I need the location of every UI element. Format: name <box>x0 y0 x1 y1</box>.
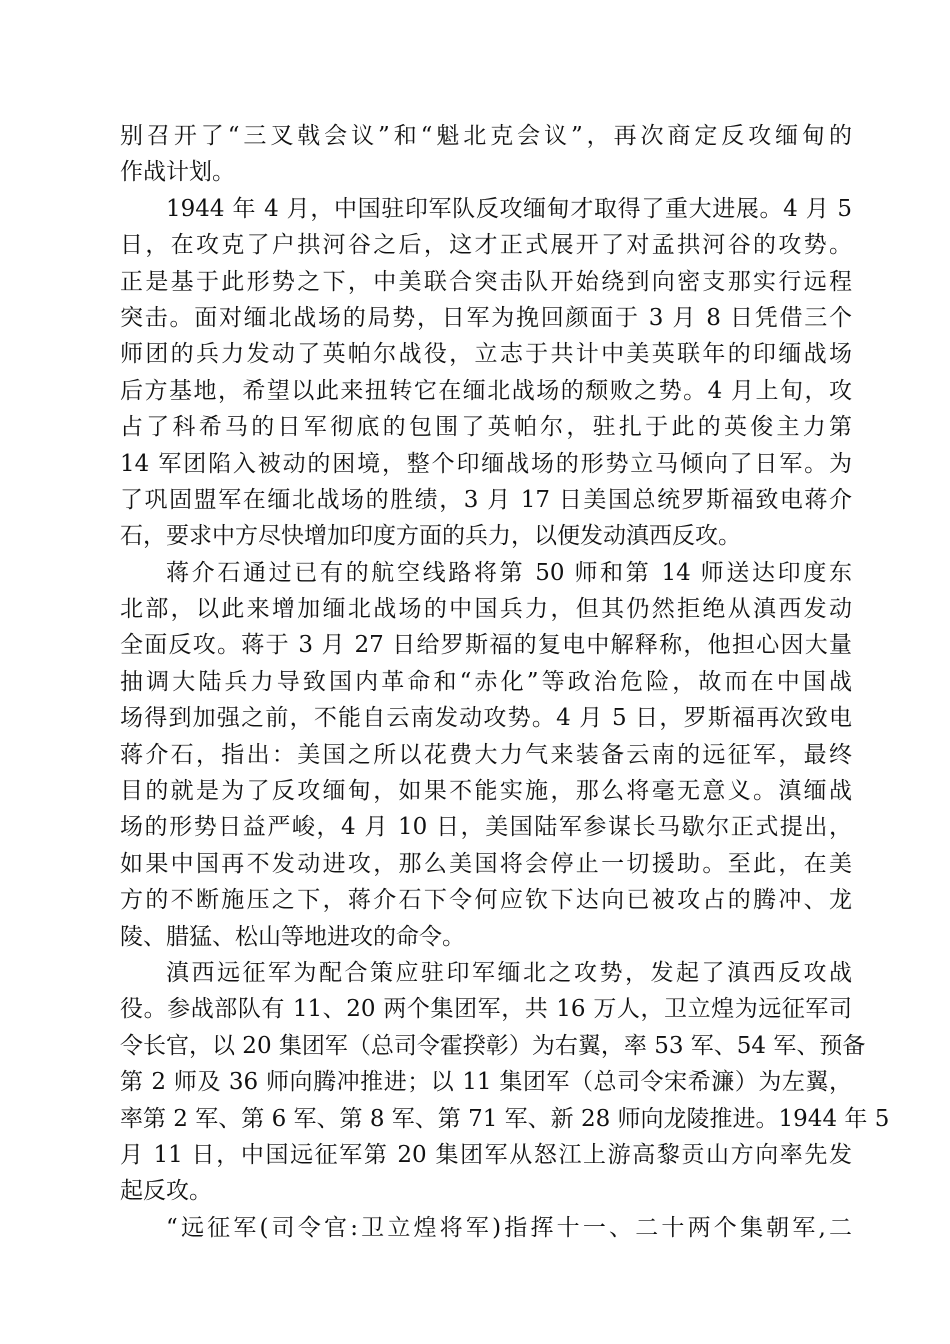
text-line: 率第 2 军、第 6 军、第 8 军、第 71 军、新 28 师向龙陵推进。1944 年 5 <box>120 1105 890 1132</box>
text-line: 正是基于此形势之下，中美联合突击队开始绕到向密支那实行远程 <box>120 268 852 295</box>
paragraph <box>120 191 852 555</box>
text-line: 北部，以此来增加缅北战场的中国兵力，但其仍然拒绝从滇西发动 <box>120 596 852 623</box>
paragraph <box>120 1210 852 1246</box>
text-line: 场的形势日益严峻，4 月 10 日，美国陆军参谋长马歇尔正式提出， <box>120 814 852 841</box>
paragraph <box>120 955 890 1210</box>
text-line: 1944 年 4 月，中国驻印军队反攻缅甸才取得了重大进展。4 月 5 <box>166 195 852 222</box>
text-line: 陵、腊猛、松山等地进攻的命令。 <box>120 923 465 950</box>
text-line: 令长官，以 20 集团军（总司令霍揆彰）为右翼，率 53 军、54 军、预备 <box>120 1032 866 1059</box>
text-line: 蒋介石，指出：美国之所以花费大力气来装备云南的远征军，最终 <box>120 741 852 768</box>
text-line: 场得到加强之前，不能自云南发动攻势。4 月 5 日，罗斯福再次致电 <box>120 705 852 732</box>
text-line: 了巩固盟军在缅北战场的胜绩，3 月 17 日美国总统罗斯福致电蒋介 <box>120 486 852 513</box>
text-line: 后方基地，希望以此来扭转它在缅北战场的颓败之势。4 月上旬，攻 <box>120 377 852 404</box>
text-line: 14 军团陷入被动的困境，整个印缅战场的形势立马倾向了日军。为 <box>120 450 852 477</box>
body-text <box>120 118 890 1246</box>
text-line: “远征军(司令官:卫立煌将军)指挥十一、二十两个集朝军,二 <box>166 1214 852 1241</box>
text-line: 滇西远征军为配合策应驻印军缅北之攻势，发起了滇西反攻战 <box>166 959 852 986</box>
text-line: 日，在攻克了户拱河谷之后，这才正式展开了对孟拱河谷的攻势。 <box>120 232 852 259</box>
text-line: 突击。面对缅北战场的局势，日军为挽回颜面于 3 月 8 日凭借三个 <box>120 304 852 331</box>
text-line: 第 2 师及 36 师向腾冲推进；以 11 集团军（总司令宋希濂）为左翼， <box>120 1069 852 1096</box>
text-line: 师团的兵力发动了英帕尔战役，立志于共计中美英联年的印缅战场 <box>120 341 852 368</box>
paragraph <box>120 555 852 955</box>
text-line: 石，要求中方尽快增加印度方面的兵力，以便发动滇西反攻。 <box>120 523 741 550</box>
text-line: 全面反攻。蒋于 3 月 27 日给罗斯福的复电中解释称，他担心因大量 <box>120 632 852 659</box>
text-line: 目的就是为了反攻缅甸，如果不能实施，那么将毫无意义。滇缅战 <box>120 778 852 805</box>
text-line: 占了科希马的日军彻底的包围了英帕尔，驻扎于此的英俊主力第 <box>120 414 852 441</box>
text-line: 起反攻。 <box>120 1178 212 1205</box>
text-line: 如果中国再不发动进攻，那么美国将会停止一切援助。至此，在美 <box>120 850 852 877</box>
text-line: 月 11 日，中国远征军第 20 集团军从怒江上游高黎贡山方向率先发 <box>120 1141 852 1168</box>
paragraph <box>120 118 852 191</box>
text-line: 方的不断施压之下，蒋介石下令何应钦下达向已被攻占的腾冲、龙 <box>120 887 852 914</box>
text-line: 别召开了“三叉戟会议”和“魁北克会议”，再次商定反攻缅甸的 <box>120 123 852 149</box>
text-line: 蒋介石通过已有的航空线路将第 50 师和第 14 师送达印度东 <box>166 559 852 586</box>
text-line: 作战计划。 <box>120 159 235 186</box>
text-line: 役。参战部队有 11、20 两个集团军，共 16 万人，卫立煌为远征军司 <box>120 996 852 1023</box>
text-line: 抽调大陆兵力导致国内革命和“赤化”等政治危险，故而在中国战 <box>120 668 852 695</box>
